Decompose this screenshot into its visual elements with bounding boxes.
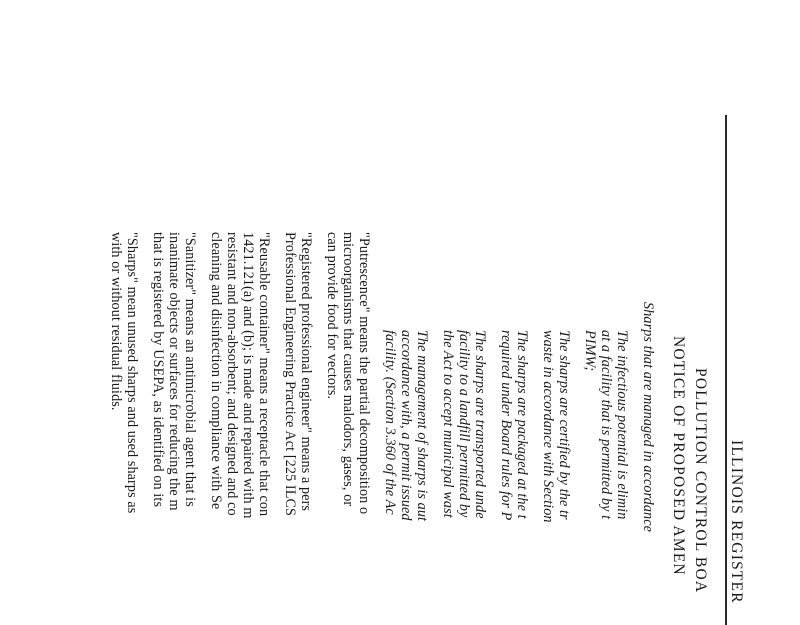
italic-item-line: The management of sharps is aut: [414, 330, 430, 522]
definition-line: "Sanitizer" means an antimicrobial agent that is: [182, 232, 198, 507]
definition-line: "Sharps" mean unused sharps and used sharps as: [124, 232, 140, 514]
definition-line: "Registered professional engineer" means a pers: [298, 232, 314, 512]
header-rule: [725, 115, 727, 625]
italic-item-line: The sharps are transported unde: [472, 330, 488, 519]
italic-item-line: waste in accordance with Section: [540, 330, 556, 523]
definition-line: microorganisms that causes malodors, gases, or: [340, 232, 356, 507]
italic-item-line: PIMW;: [582, 330, 598, 372]
definition-line: that is registered by USEPA, as identified on its: [150, 232, 166, 508]
notice-title: NOTICE OF PROPOSED AMEN: [670, 336, 687, 576]
definition-line: "Putrescence" means the partial decomposition o: [356, 232, 372, 515]
italic-item-line: the Act to accept municipal wast: [440, 330, 456, 518]
italic-item-line: required under Board rules for P: [498, 330, 514, 521]
italic-item-line: The sharps are certified by the tr: [556, 330, 572, 520]
definition-line: can provide food for vectors.: [324, 232, 340, 400]
italic-item-line: facility. (Section 3.360 of the Ac: [382, 330, 398, 515]
italic-item-line: The infectious potential is elimin: [614, 330, 630, 520]
italic-intro: Sharps that are managed in accordance: [640, 302, 656, 533]
italic-item-line: The sharps are packaged at the t: [514, 330, 530, 519]
definition-line: "Reusable container" means a receptacle that con: [256, 232, 272, 517]
definition-line: with or without residual fluids.: [108, 232, 124, 411]
definition-line: 1421.121(a) and (b); is made and repaired with m: [240, 232, 256, 519]
italic-item-line: accordance with, a permit issued: [398, 330, 414, 521]
italic-item-line: facility to a landfill permitted by: [456, 330, 472, 518]
definition-line: cleaning and disinfection in compliance with Se: [208, 232, 224, 510]
board-title: POLLUTION CONTROL BOA: [692, 368, 709, 594]
definition-line: Professional Engineering Practice Act [225 ILCS: [282, 232, 298, 517]
definition-line: inanimate objects or surfaces for reducing the m: [166, 232, 182, 511]
italic-item-line: at a facility that is permitted by t: [598, 330, 614, 520]
definition-line: resistant and non-absorbent; and designed and co: [224, 232, 240, 516]
register-title: ILLINOIS REGISTER: [728, 440, 745, 604]
